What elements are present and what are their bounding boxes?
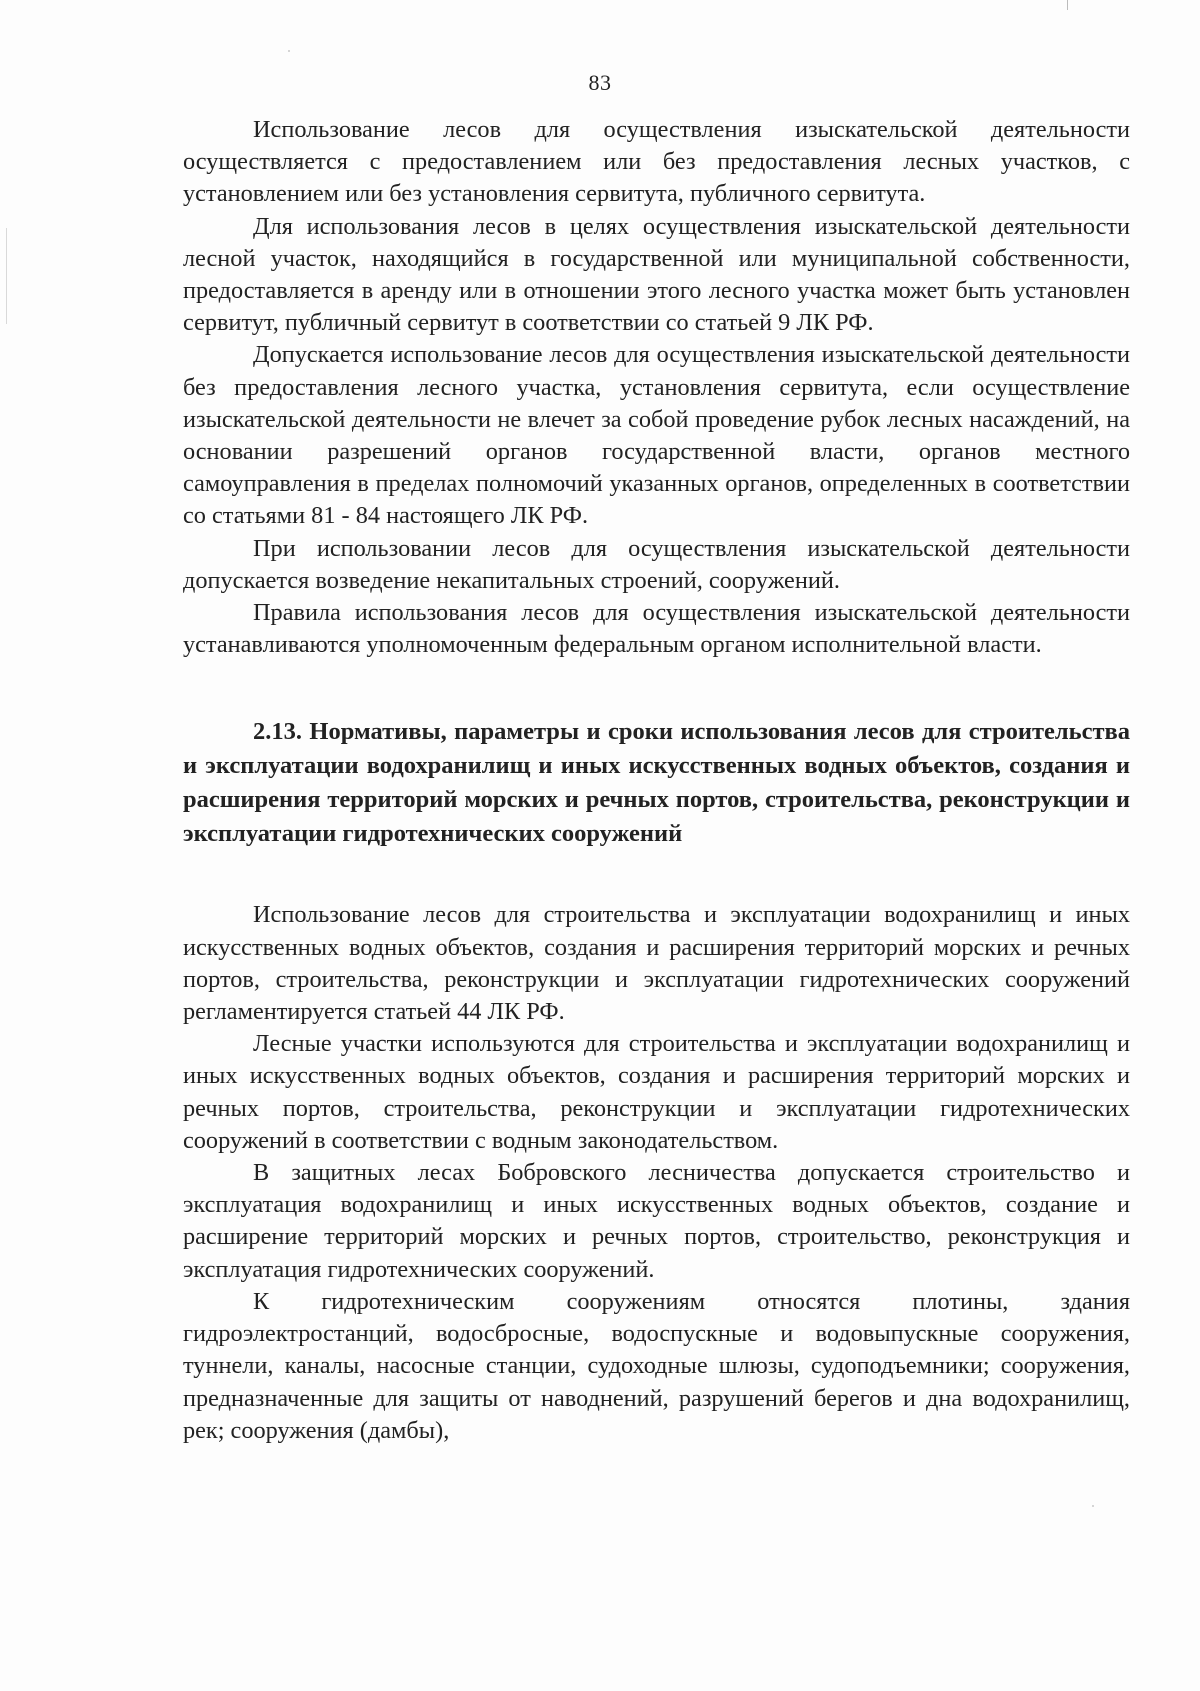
- spacer: [183, 851, 1130, 899]
- paragraph: Правила использования лесов для осуществления изыскательской деятельности устанавливаются уполномоченным федеральным органом исполнительной власти.: [183, 599, 1130, 659]
- paragraph: К гидротехническим сооружениям относятся плотины, здания гидроэлектростанций, водосбросные, водоспускные и водовыпускные сооружения, туннели, каналы, насосные станции, судоходные шлюзы, судоподъемники; сооружения, предназначенные для защиты от наводнений, разрушений берегов и дна водохранилищ, рек; сооружения (дамбы),: [183, 1287, 1130, 1444]
- scan-artifact: [288, 50, 290, 52]
- paragraph: При использовании лесов для осуществления изыскательской деятельности допускается возведение некапитальных строений, сооружений.: [183, 534, 1130, 594]
- page-number: 83: [588, 70, 612, 95]
- section-intro: [183, 114, 1130, 661]
- paragraph: Допускается использование лесов для осуществления изыскательской деятельности без предоставления лесного участка, установления сервитута, если осуществление изыскательской деятельности не влечет за собой проведение рубок лесных насаждений, на основании разрешений органов государственной власти, органов местного самоуправления в пределах полномочий указанных органов, определенных в соответствии со статьями 81 - 84 настоящего ЛК РФ.: [183, 341, 1130, 530]
- section-2-13: [183, 715, 1130, 1446]
- page-body: [183, 114, 1130, 1447]
- section-heading: 2.13. Нормативы, параметры и сроки использования лесов для строительства и эксплуатации водохранилищ и иных искусственных водных объектов, создания и расширения территорий морских и речных портов, строительства, реконструкции и эксплуатации гидротехнических сооружений: [183, 718, 1130, 848]
- paragraph: В защитных лесах Бобровского лесничества допускается строительство и эксплуатация водохранилищ и иных искусственных водных объектов, создание и расширение территорий морских и речных портов, строительство, реконструкция и эксплуатация гидротехнических сооружений.: [183, 1159, 1130, 1283]
- paragraph: Использование лесов для строительства и эксплуатации водохранилищ и иных искусственных водных объектов, создания и расширения территорий морских и речных портов, строительства, реконструкции и эксплуатации гидротехнических сооружений регламентируется статьей 44 ЛК РФ.: [183, 901, 1130, 1026]
- paragraph: Использование лесов для осуществления изыскательской деятельности осуществляется с предоставлением или без предоставления лесных участков, с установлением или без установления сервитута, публичного сервитута.: [183, 116, 1130, 208]
- paragraph: Для использования лесов в целях осуществления изыскательской деятельности лесной участок, находящийся в государственной или муниципальной собственности, предоставляется в аренду или в отношении этого лесного участка может быть установлен сервитут, публичный сервитут в соответствии со статьей 9 ЛК РФ.: [183, 212, 1130, 337]
- scan-artifact: [1092, 1505, 1094, 1507]
- spacer: [183, 661, 1130, 715]
- paragraph: Лесные участки используются для строительства и эксплуатации водохранилищ и иных искусственных водных объектов, создания и расширения территорий морских и речных портов, строительства, реконструкции и эксплуатации гидротехнических сооружений в соответствии с водным законодательством.: [183, 1030, 1130, 1154]
- scan-margin-mark: [6, 228, 7, 324]
- scan-artifact: [1067, 0, 1068, 10]
